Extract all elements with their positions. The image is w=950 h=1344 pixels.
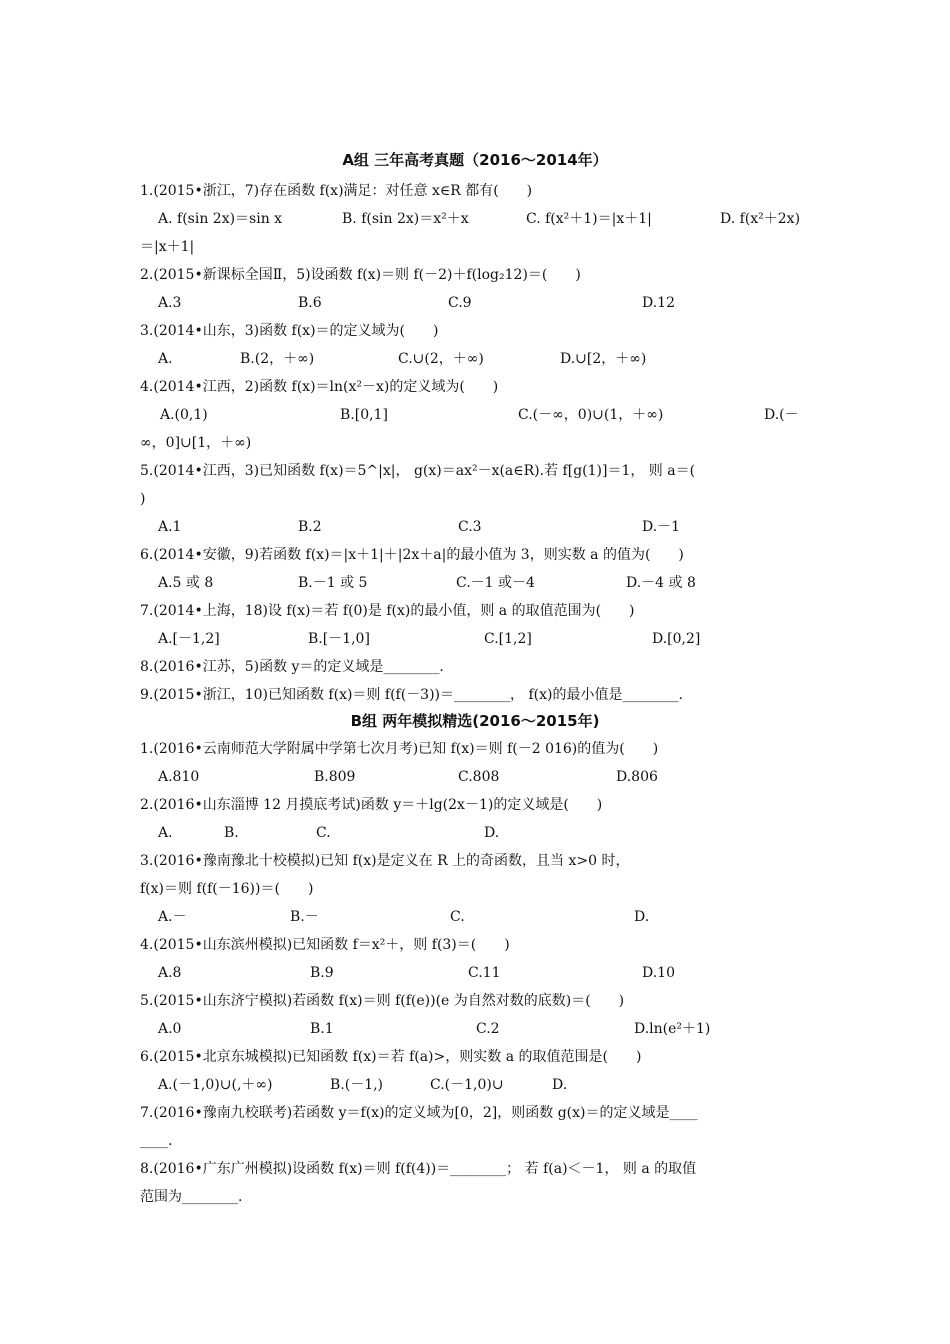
option-d: D.－1: [642, 519, 681, 535]
option-a: A.(0,1): [160, 407, 208, 423]
option-c: C.(－∞，0)∪(1，＋∞): [518, 407, 664, 423]
question-a1-stem: 1.(2015•浙江，7)存在函数 f(x)满足：对任意 x∈R 都有( ): [140, 183, 533, 199]
option-a: A.: [158, 825, 173, 841]
option-d: D.－4 或 8: [626, 575, 696, 591]
option-b: B.－: [290, 909, 319, 925]
option-c: C.(－1,0)∪: [430, 1077, 504, 1093]
question-a8-stem: 8.(2016•江苏，5)函数 y＝的定义域是________.: [140, 659, 444, 675]
option-c: C.11: [468, 965, 501, 981]
question-b2-stem: 2.(2016•山东淄博 12 月摸底考试)函数 y＝＋lg(2x－1)的定义域是( ): [140, 797, 603, 813]
question-a5-stem: 5.(2014•江西，3)已知函数 f(x)＝5^|x|， g(x)＝ax²－x(a∈R).若 f[g(1)]＝1， 则 a＝(: [140, 463, 696, 479]
question-a3-stem: 3.(2014•山东，3)函数 f(x)＝的定义域为( ): [140, 323, 439, 339]
option-a: A.8: [158, 965, 182, 981]
option-c: C.3: [458, 519, 482, 535]
option-d: D.∪[2，＋∞): [560, 351, 647, 367]
option-a: A. f(sin 2x)＝sin x: [158, 211, 283, 227]
option-b: B.9: [310, 965, 334, 981]
option-c: C.[1,2]: [484, 631, 532, 647]
option-b: B.(2，＋∞): [240, 351, 315, 367]
question-a5-continuation: ): [140, 491, 146, 507]
option-b: B.: [224, 825, 239, 841]
option-d: D.: [484, 825, 500, 841]
option-b: B.1: [310, 1021, 334, 1037]
option-c: C.: [316, 825, 331, 841]
question-b5-stem: 5.(2015•山东济宁模拟)若函数 f(x)＝则 f(f(e))(e 为自然对数的底数)＝( ): [140, 993, 625, 1009]
section-a-title: A组 三年高考真题（2016～2014年）: [342, 151, 608, 169]
question-b8-continuation: 范围为________.: [140, 1189, 243, 1205]
option-a: A.810: [158, 769, 200, 785]
option-d: D.12: [642, 295, 675, 311]
option-b: B.(－1,): [330, 1077, 384, 1093]
option-d: D.806: [616, 769, 658, 785]
option-b: B.[0,1]: [340, 407, 388, 423]
question-b6-stem: 6.(2015•北京东城模拟)已知函数 f(x)＝若 f(a)>，则实数 a 的取值范围是( ): [140, 1049, 642, 1065]
option-a: A.0: [158, 1021, 182, 1037]
option-d: D.: [634, 909, 650, 925]
question-b1-stem: 1.(2016•云南师范大学附属中学第七次月考)已知 f(x)＝则 f(－2 016)的值为( ): [140, 741, 659, 757]
option-a: A.－: [158, 909, 187, 925]
option-c: C.2: [476, 1021, 500, 1037]
question-a4-continuation: ∞，0]∪[1，＋∞): [140, 435, 252, 451]
option-d: D.: [552, 1077, 568, 1093]
option-c: C.808: [458, 769, 500, 785]
question-b3-stem: 3.(2016•豫南豫北十校模拟)已知 f(x)是定义在 R 上的奇函数，且当 x>0 时，: [140, 853, 630, 869]
option-a: A.[－1,2]: [158, 631, 220, 647]
question-b3-continuation: f(x)＝则 f(f(－16))＝( ): [140, 881, 314, 897]
question-b7-continuation: ____.: [140, 1133, 173, 1149]
option-c: C.9: [448, 295, 472, 311]
option-b: B. f(sin 2x)＝x²＋x: [342, 211, 469, 227]
option-c: C. f(x²＋1)＝|x＋1|: [526, 211, 652, 227]
option-c: C.∪(2，＋∞): [398, 351, 484, 367]
option-c: C.: [450, 909, 465, 925]
option-b: B.6: [298, 295, 322, 311]
question-a2-stem: 2.(2015•新课标全国Ⅱ，5)设函数 f(x)＝则 f(－2)＋f(log₂12)＝( ): [140, 267, 581, 283]
question-a1-continuation: ＝|x＋1|: [140, 239, 195, 255]
option-a: A.: [158, 351, 173, 367]
section-b-title: B组 两年模拟精选(2016～2015年): [350, 712, 600, 730]
option-d: D.ln(e²＋1): [634, 1021, 711, 1037]
option-a: A.1: [158, 519, 182, 535]
option-b: B.809: [314, 769, 356, 785]
question-a4-stem: 4.(2014•江西，2)函数 f(x)＝ln(x²－x)的定义域为( ): [140, 379, 499, 395]
question-b7-stem: 7.(2016•豫南九校联考)若函数 y＝f(x)的定义域为[0，2]，则函数 g(x)＝的定义域是____: [140, 1105, 698, 1121]
option-b: B.[－1,0]: [308, 631, 370, 647]
option-d: D.(－: [764, 407, 799, 423]
question-a7-stem: 7.(2014•上海，18)设 f(x)＝若 f(0)是 f(x)的最小值，则 a 的取值范围为( ): [140, 603, 635, 619]
option-a: A.(－1,0)∪(,＋∞): [158, 1077, 273, 1093]
question-a9-stem: 9.(2015•浙江，10)已知函数 f(x)＝则 f(f(－3))＝________， f(x)的最小值是________.: [140, 687, 683, 703]
option-a: A.5 或 8: [158, 575, 214, 591]
option-b: B.－1 或 5: [298, 575, 368, 591]
question-b4-stem: 4.(2015•山东滨州模拟)已知函数 f＝x²＋，则 f(3)＝( ): [140, 937, 510, 953]
question-b8-stem: 8.(2016•广东广州模拟)设函数 f(x)＝则 f(f(4))＝________； 若 f(a)＜－1， 则 a 的取值: [140, 1161, 697, 1177]
option-d: D. f(x²＋2x): [720, 211, 801, 227]
option-d: D.10: [642, 965, 675, 981]
option-a: A.3: [158, 295, 182, 311]
option-d: D.[0,2]: [652, 631, 701, 647]
option-b: B.2: [298, 519, 322, 535]
option-c: C.－1 或－4: [456, 575, 535, 591]
question-a6-stem: 6.(2014•安徽，9)若函数 f(x)＝|x＋1|＋|2x＋a|的最小值为 3，则实数 a 的值为( ): [140, 547, 684, 563]
